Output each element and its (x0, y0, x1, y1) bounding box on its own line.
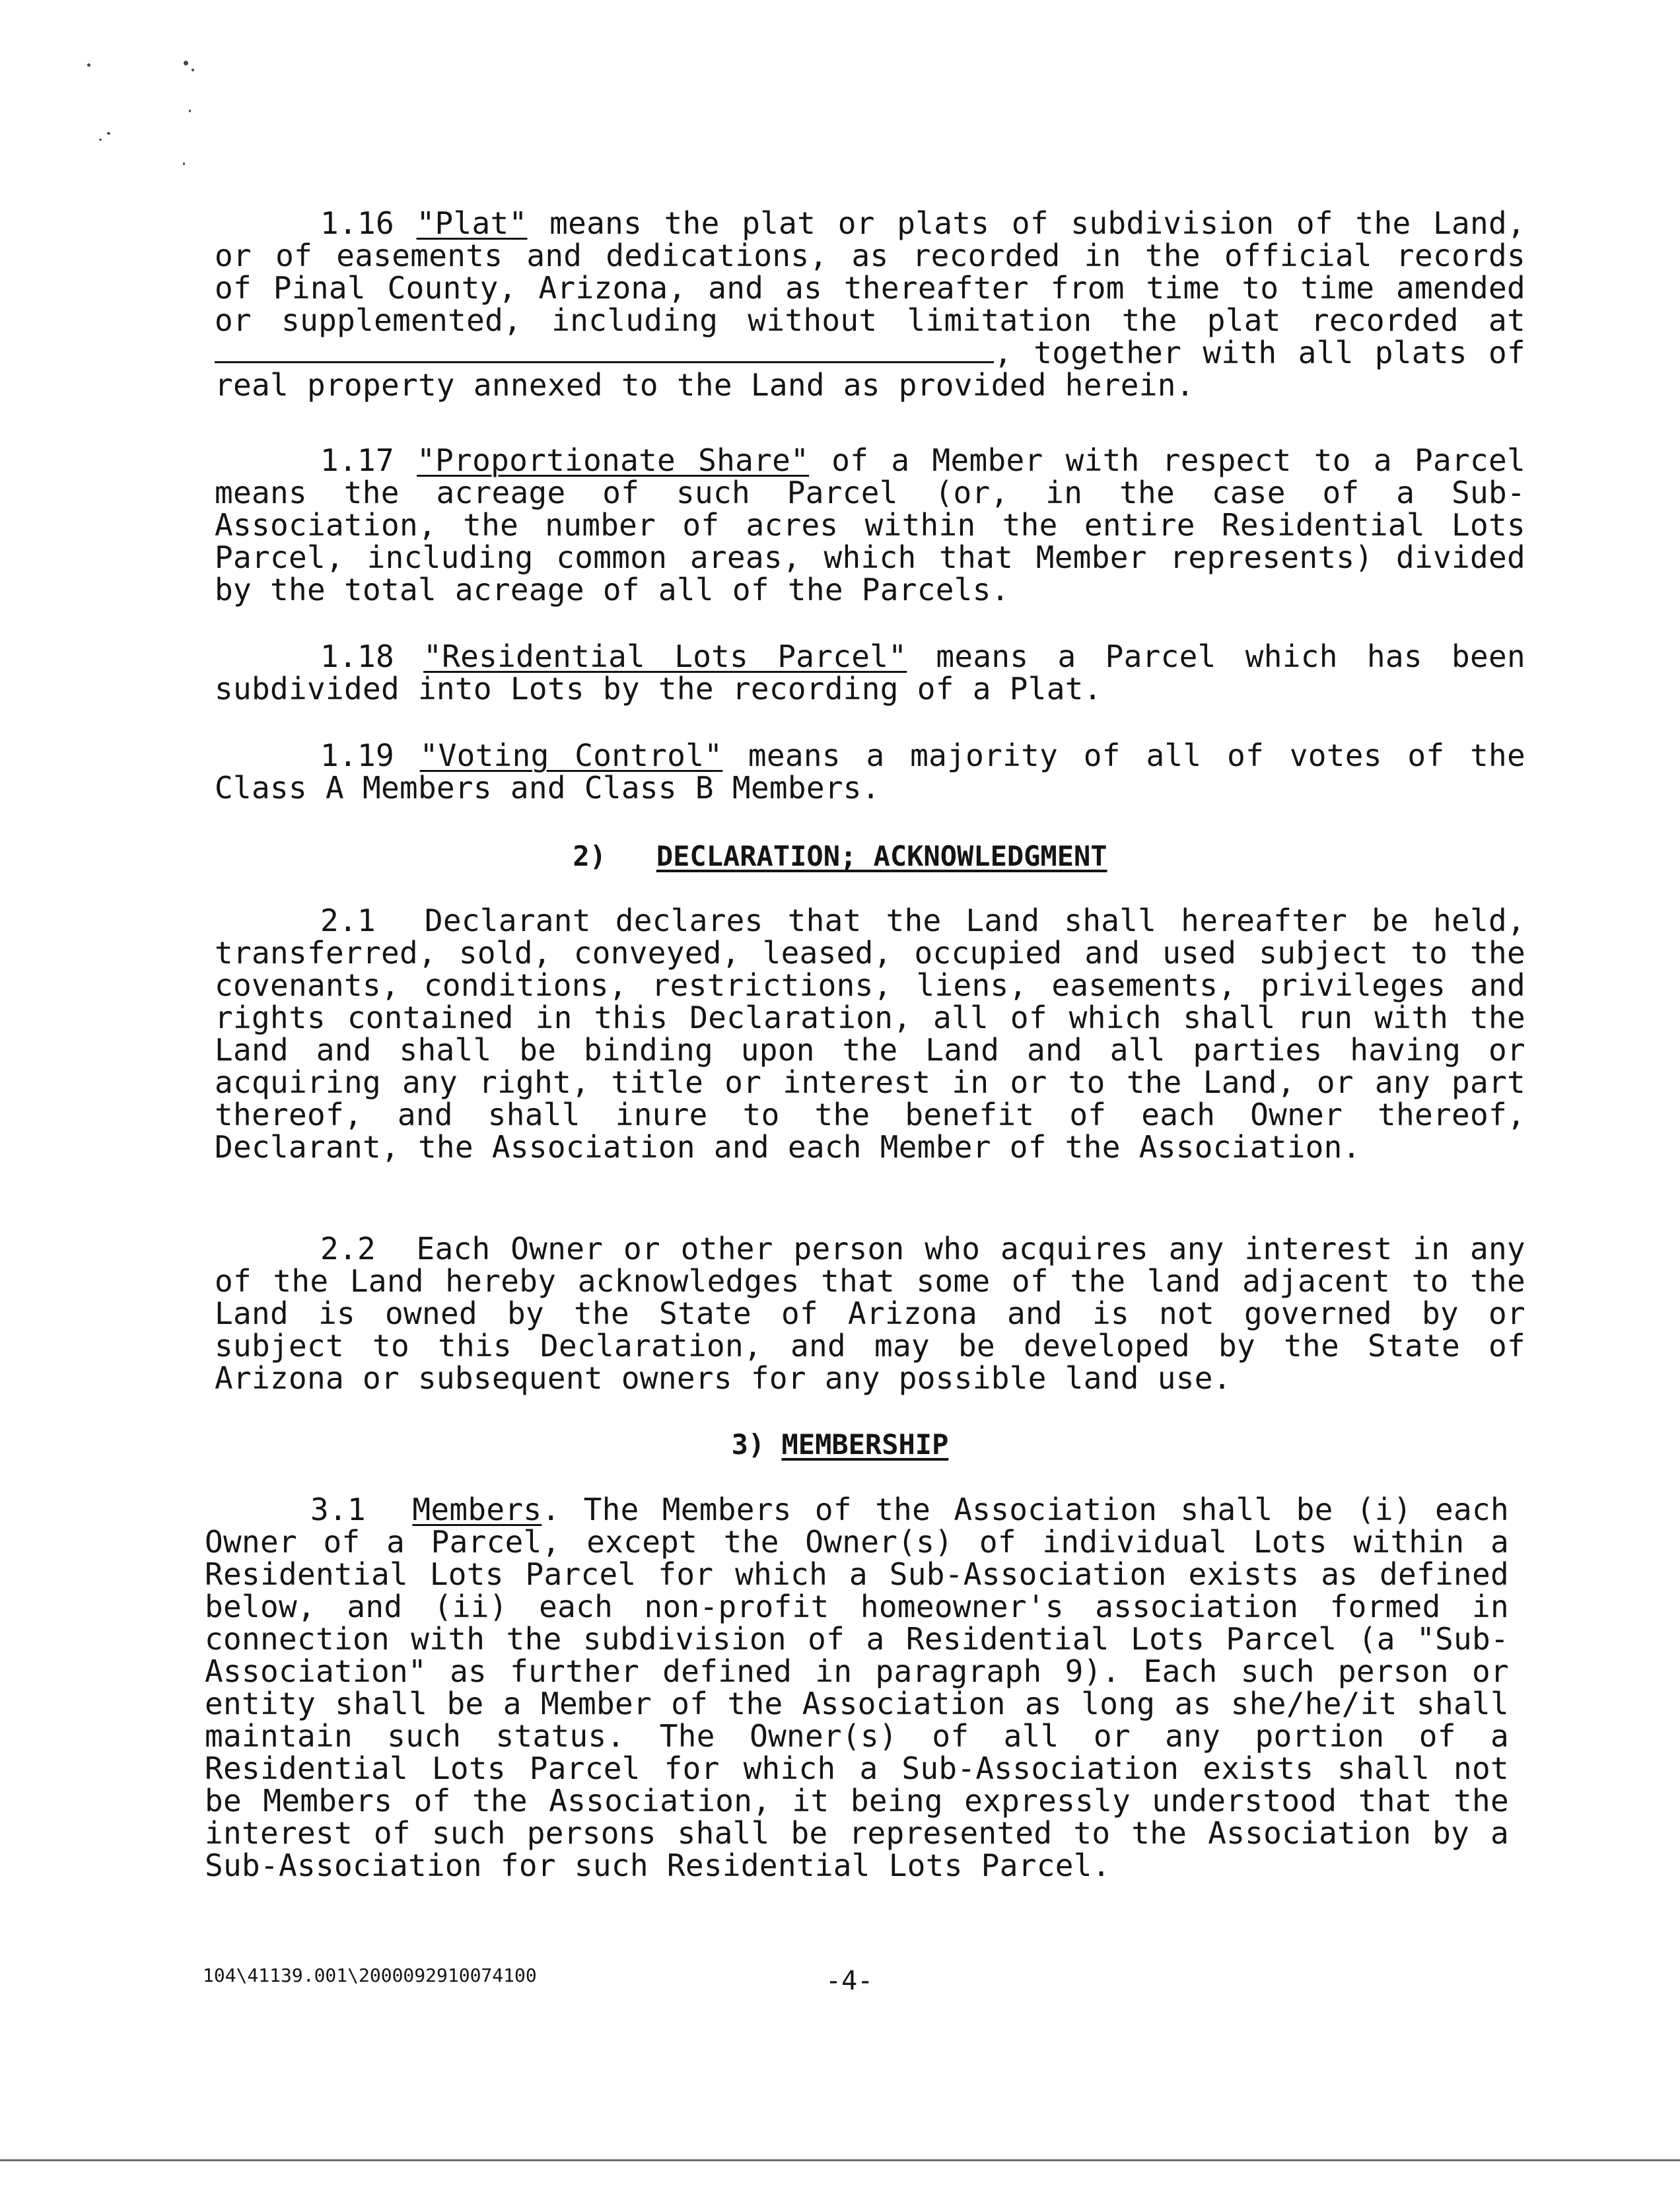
section-number: 1.16 (320, 205, 394, 241)
definition-1-17 (215, 444, 1525, 606)
defined-term: "Residential Lots Parcel" (423, 639, 907, 674)
paragraph-text: Each Owner or other person who acquires any interest in any of the Land hereby acknowledges that some of the land adjacent to the Land is owned by the State of Arizona and is not governed by or subject to this Declaration, and may be developed by the State of Arizona or subsequent owners for any possible land use. (215, 1231, 1525, 1396)
defined-term: "Plat" (416, 205, 528, 241)
scan-speck (99, 139, 102, 141)
definition-text: means the plat or plats of subdivision of the Land, or of easements and dedications, as recorded in the official records of Pinal County, Arizona, and as thereafter from time to time amended or supplemented, including without limitation the plat recorded at (215, 205, 1525, 338)
section-heading-membership (0, 1428, 1680, 1461)
definition-text-continued: , together with all plats of real property annexed to the Land as provided herein. (215, 335, 1525, 403)
scan-speck (189, 110, 191, 112)
definition-1-19 (215, 740, 1525, 804)
scan-speck (184, 61, 188, 65)
paragraph-text: Declarant declares that the Land shall hereafter be held, transferred, sold, conveyed, leased, occupied and used subject to the covenants, conditions, restrictions, liens, easements, privileges and rights contained in this Declaration, all of which shall run with the Land and shall be binding upon the Land and all parties having or acquiring any right, title or interest in or to the Land, or any part thereof, and shall inure to the benefit of each Owner thereof, Declarant, the Association and each Member of the Association. (215, 903, 1525, 1165)
paragraph-2-1 (215, 905, 1525, 1163)
paragraph-number: 3.1 (310, 1492, 366, 1527)
paragraph-number: 2.1 (320, 903, 376, 938)
heading-number: 3) (731, 1428, 765, 1461)
scan-speck (107, 132, 110, 135)
definition-1-18 (215, 641, 1525, 705)
file-reference: 104\41139.001\2000092910074100 (203, 1964, 537, 1986)
definition-1-16 (215, 207, 1525, 401)
scan-speck (87, 63, 90, 67)
heading-title: MEMBERSHIP (781, 1428, 949, 1461)
scan-speck (183, 162, 185, 165)
paragraph-number: 2.2 (320, 1231, 376, 1267)
paragraph-2-2 (215, 1233, 1525, 1395)
defined-term: "Proportionate Share" (417, 442, 810, 478)
scan-speck (192, 69, 194, 71)
heading-title: DECLARATION; ACKNOWLEDGMENT (656, 840, 1107, 872)
paragraph-text: . The Members of the Association shall be (i) each Owner of a Parcel, except the Owner(s) of individual Lots within a Residential Lots Parcel for which a Sub-Association exists as defined below, and (ii) each non-profit homeowner's association formed in connection with the subdivision of a Residential Lots Parcel (a "Sub-Association" as further defined in paragraph 9). Each such person or entity shall be a Member of the Association as long as she/he/it shall maintain such status. The Owner(s) of all or any portion of a Residential Lots Parcel for which a Sub-Association exists shall not be Members of the Association, it being expressly understood that the interest of such persons shall be represented to the Association by a Sub-Association for such Residential Lots Parcel. (205, 1492, 1509, 1883)
section-number: 1.19 (320, 738, 394, 773)
paragraph-3-1 (205, 1494, 1509, 1882)
section-heading-declaration (0, 840, 1680, 872)
blank-fill-line (215, 337, 994, 363)
definition-text: means a Parcel which has been subdivided into Lots by the recording of a Plat. (215, 639, 1525, 707)
section-number: 1.17 (320, 442, 394, 478)
definition-text: of a Member with respect to a Parcel means the acreage of such Parcel (or, in the case of a Sub-Association, the number of acres within the entire Residential Lots Parcel, including common areas, which that Member represents) divided by the total acreage of all of the Parcels. (215, 442, 1525, 608)
heading-number: 2) (573, 840, 606, 872)
definition-text: means a majority of all of votes of the Class A Members and Class B Members. (215, 738, 1525, 806)
scan-edge-line (0, 2159, 1680, 2161)
section-number: 1.18 (320, 639, 394, 674)
defined-term: "Voting Control" (419, 738, 723, 773)
page-number: -4- (825, 1966, 874, 1996)
defined-term: Members (412, 1492, 542, 1527)
